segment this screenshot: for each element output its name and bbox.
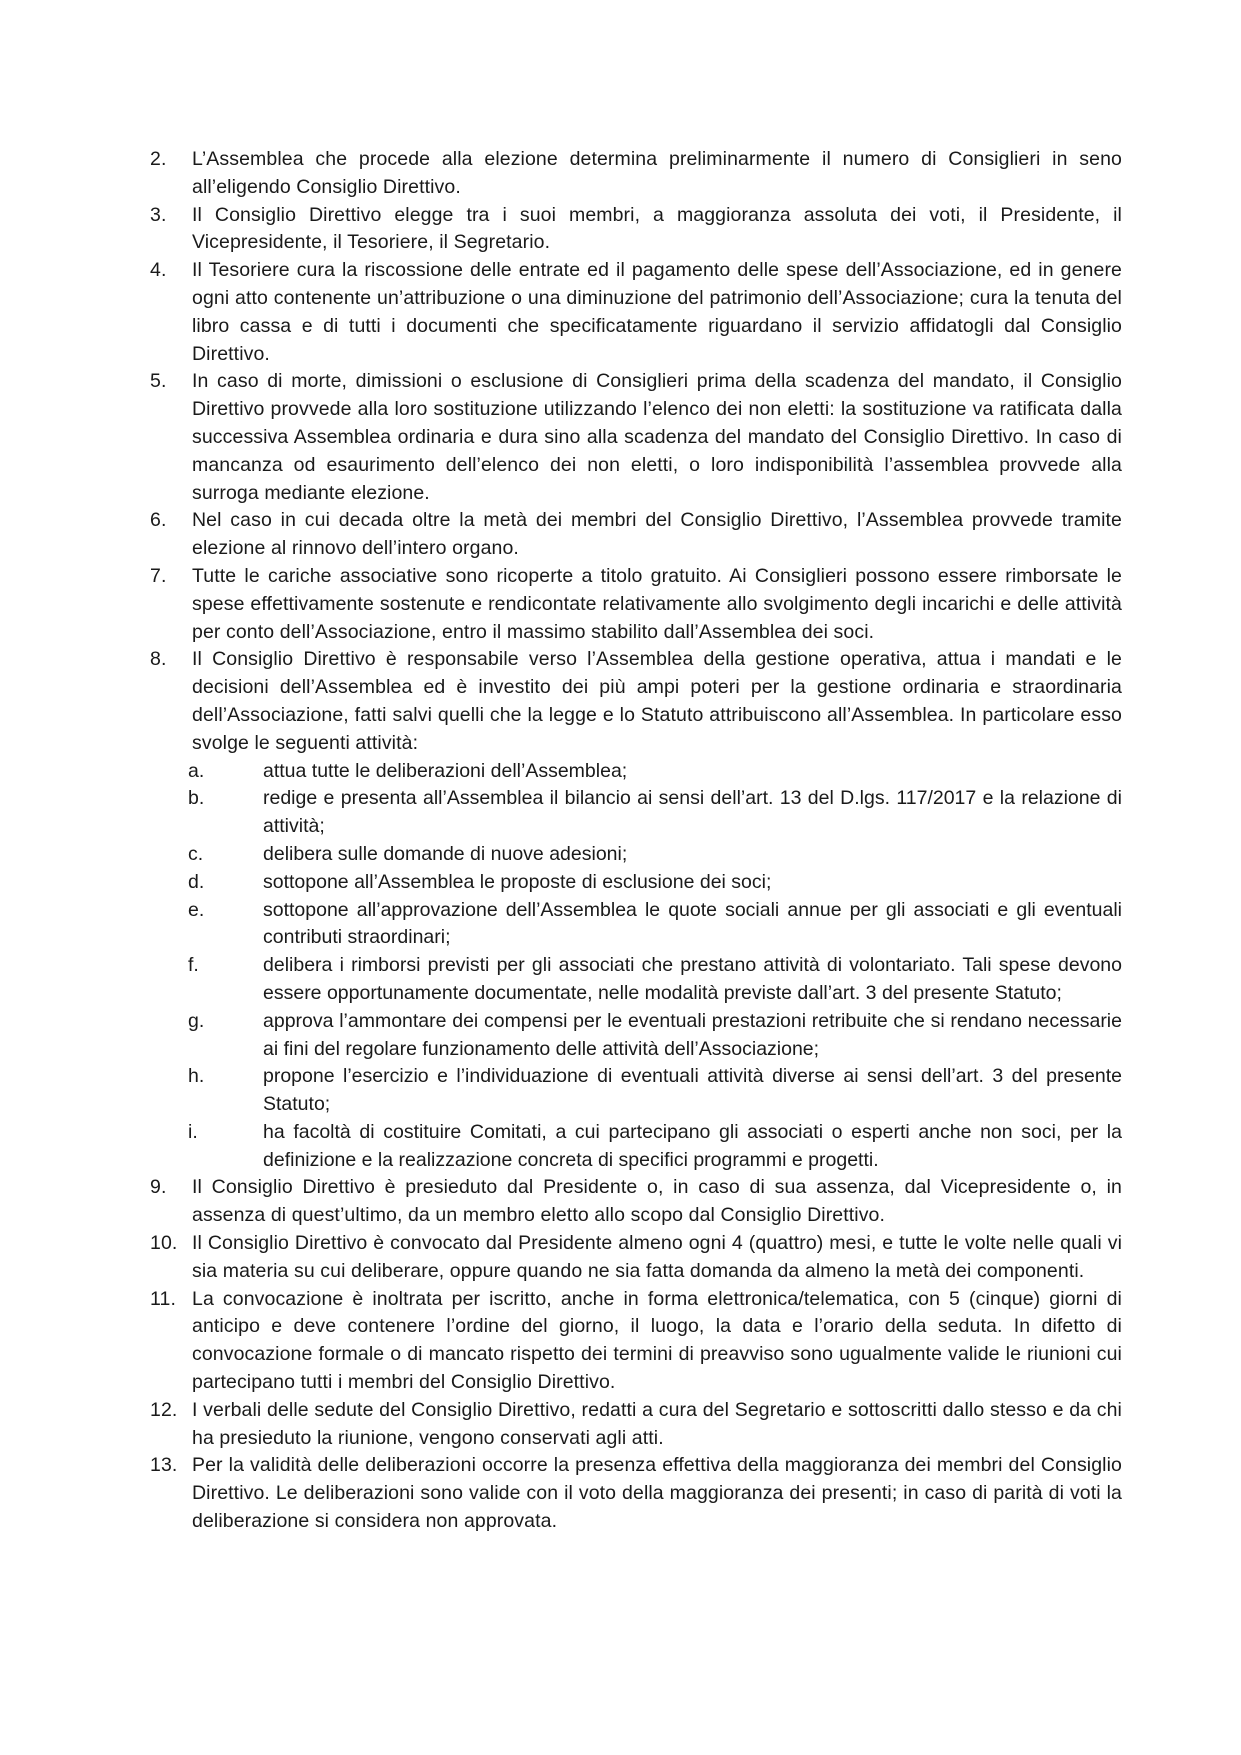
sublist-letter: e. [188, 898, 205, 921]
item-text: Nel caso in cui decada oltre la metà dei membri del Consiglio Direttivo, l’Assemblea provvede tramite elezione al rinnovo dell’intero organo. [192, 509, 1122, 560]
sublist-letter: i. [188, 1120, 198, 1143]
sublist-text: sottopone all’approvazione dell’Assemblea le quote sociali annue per gli associati e gli eventuali contributi straordinari; [263, 898, 1122, 949]
item-text: In caso di morte, dimissioni o esclusione di Consiglieri prima della scadenza del mandato, il Consiglio Direttivo provvede alla loro sostituzione utilizzando l’elenco dei non eletti: la sostituzione va ratificata dalla successiva Assemblea ordinaria e dura sino alla scadenza del mandato del Consiglio Direttivo. In caso di mancanza od esaurimento dell’elenco dei non eletti, o loro indisponibilità l’assemblea provvede alla surroga mediante elezione. [192, 370, 1122, 504]
sublist-text: ha facoltà di costituire Comitati, a cui partecipano gli associati o esperti anche non soci, per la definizione e la realizzazione concreta di specifici programmi e progetti. [263, 1120, 1122, 1171]
item-number: 7. [150, 564, 167, 587]
sublist-text: propone l’esercizio e l’individuazione di eventuali attività diverse ai sensi dell’art. 3 del presente Statuto; [263, 1065, 1122, 1116]
item-number: 6. [150, 509, 167, 532]
item-text: Tutte le cariche associative sono ricoperte a titolo gratuito. Ai Consiglieri possono essere rimborsate le spese effettivamente sostenute e rendicontate relativamente allo svolgimento degli incarichi e delle attività per conto dell’Associazione, entro il massimo stabilito dall’Assemblea dei soci. [192, 564, 1122, 643]
sublist-item [188, 869, 1122, 897]
sublist-letter: b. [188, 787, 205, 810]
item-number: 13. [150, 1454, 178, 1477]
list-item [150, 1397, 1122, 1453]
sublist-letter: a. [188, 759, 205, 782]
item-text: I verbali delle sedute del Consiglio Direttivo, redatti a cura del Segretario e sottoscritti dallo stesso e da chi ha presieduto la riunione, vengono conservati agli atti. [192, 1398, 1122, 1449]
item-number: 11. [150, 1287, 176, 1310]
item-number: 8. [150, 648, 167, 671]
sublist-letter: d. [188, 870, 205, 893]
sublist-letter: c. [188, 842, 204, 865]
sublist-text: redige e presenta all’Assemblea il bilancio ai sensi dell’art. 13 del D.lgs. 117/2017 e la relazione di attività; [263, 787, 1122, 838]
sublist-text: delibera sulle domande di nuove adesioni; [263, 842, 628, 865]
list-item [150, 1174, 1122, 1230]
sublist-text: delibera i rimborsi previsti per gli associati che prestano attività di volontariato. Tali spese devono essere opportunamente documentate, nelle modalità previste dall’art. 3 del presente Statuto; [263, 954, 1122, 1004]
item-text: Il Consiglio Direttivo è presieduto dal Presidente o, in caso di sua assenza, dal Vicepresidente o, in assenza di quest’ultimo, da un membro eletto allo scopo dal Consiglio Direttivo. [192, 1176, 1122, 1227]
item-number: 12. [150, 1398, 178, 1421]
list-item [150, 507, 1122, 563]
item-text: La convocazione è inoltrata per iscritto, anche in forma elettronica/telematica, con 5 (cinque) giorni di anticipo e deve contenere l’ordine del giorno, il luogo, la data e l’orario della seduta. In difetto di convocazione formale o di mancato rispetto dei termini di preavviso sono ugualmente valide le riunioni cui partecipano tutti i membri del Consiglio Direttivo. [192, 1287, 1122, 1394]
item-text: Il Consiglio Direttivo è responsabile verso l’Assemblea della gestione operativa, attua i mandati e le decisioni dell’Assemblea ed è investito dei più ampi poteri per la gestione ordinaria e straordinaria dell’Associazione, fatti salvi quelli che la legge e lo Statuto attribuiscono all’Assemblea. In particolare esso svolge le seguenti attività: [192, 648, 1122, 754]
list-item [150, 1452, 1122, 1535]
sublist-item [188, 1063, 1122, 1119]
sublist-item [188, 1119, 1122, 1175]
list-item [150, 563, 1122, 646]
sublist-letter: g. [188, 1009, 205, 1032]
list-item [150, 257, 1122, 368]
sublist [150, 758, 1122, 1175]
sublist-item [188, 785, 1122, 841]
sublist-item [188, 758, 1122, 786]
item-number: 10. [150, 1232, 178, 1255]
sublist-text: attua tutte le deliberazioni dell’Assemblea; [263, 759, 628, 782]
item-number: 9. [150, 1176, 167, 1199]
list-item [150, 368, 1122, 507]
item-text: Il Consiglio Direttivo è convocato dal Presidente almeno ogni 4 (quattro) mesi, e tutte le volte nelle quali vi sia materia su cui deliberare, oppure quando ne sia fatta domanda da almeno la metà dei componenti. [192, 1232, 1122, 1282]
item-text: L’Assemblea che procede alla elezione determina preliminarmente il numero di Consiglieri in seno all’eligendo Consiglio Direttivo. [192, 148, 1122, 198]
item-text: Il Tesoriere cura la riscossione delle entrate ed il pagamento delle spese dell’Associazione, ed in genere ogni atto contenente un’attribuzione o una diminuzione del patrimonio dell’Associazione; cura la tenuta del libro cassa e di tutti i documenti che specificatamente riguardano il servizio affidatogli dal Consiglio Direttivo. [192, 259, 1122, 365]
sublist-letter: h. [188, 1065, 205, 1088]
sublist-item [188, 952, 1122, 1008]
item-number: 2. [150, 148, 167, 170]
list-item [150, 1230, 1122, 1286]
sublist-item [188, 841, 1122, 869]
list-item [150, 146, 1122, 202]
sublist-text: approva l’ammontare dei compensi per le eventuali prestazioni retribuite che si rendano necessarie ai fini del regolare funzionamento delle attività dell’Associazione; [263, 1009, 1122, 1060]
list-item [150, 1286, 1122, 1397]
item-text: Per la validità delle deliberazioni occorre la presenza effettiva della maggioranza dei membri del Consiglio Direttivo. Le deliberazioni sono valide con il voto della maggioranza dei presenti; in caso di parità di voti la deliberazione si considera non approvata. [192, 1454, 1122, 1533]
sublist-letter: f. [188, 954, 199, 977]
sublist-text: sottopone all’Assemblea le proposte di esclusione dei soci; [263, 870, 772, 893]
sublist-item [188, 1008, 1122, 1064]
item-number: 3. [150, 203, 167, 226]
item-number: 4. [150, 259, 167, 282]
item-number: 5. [150, 370, 167, 393]
document-body [150, 146, 1122, 1536]
item-text: Il Consiglio Direttivo elegge tra i suoi membri, a maggioranza assoluta dei voti, il Presidente, il Vicepresidente, il Tesoriere, il Segretario. [192, 203, 1122, 254]
sublist-item [188, 897, 1122, 953]
list-item [150, 202, 1122, 258]
list-item [150, 646, 1122, 757]
